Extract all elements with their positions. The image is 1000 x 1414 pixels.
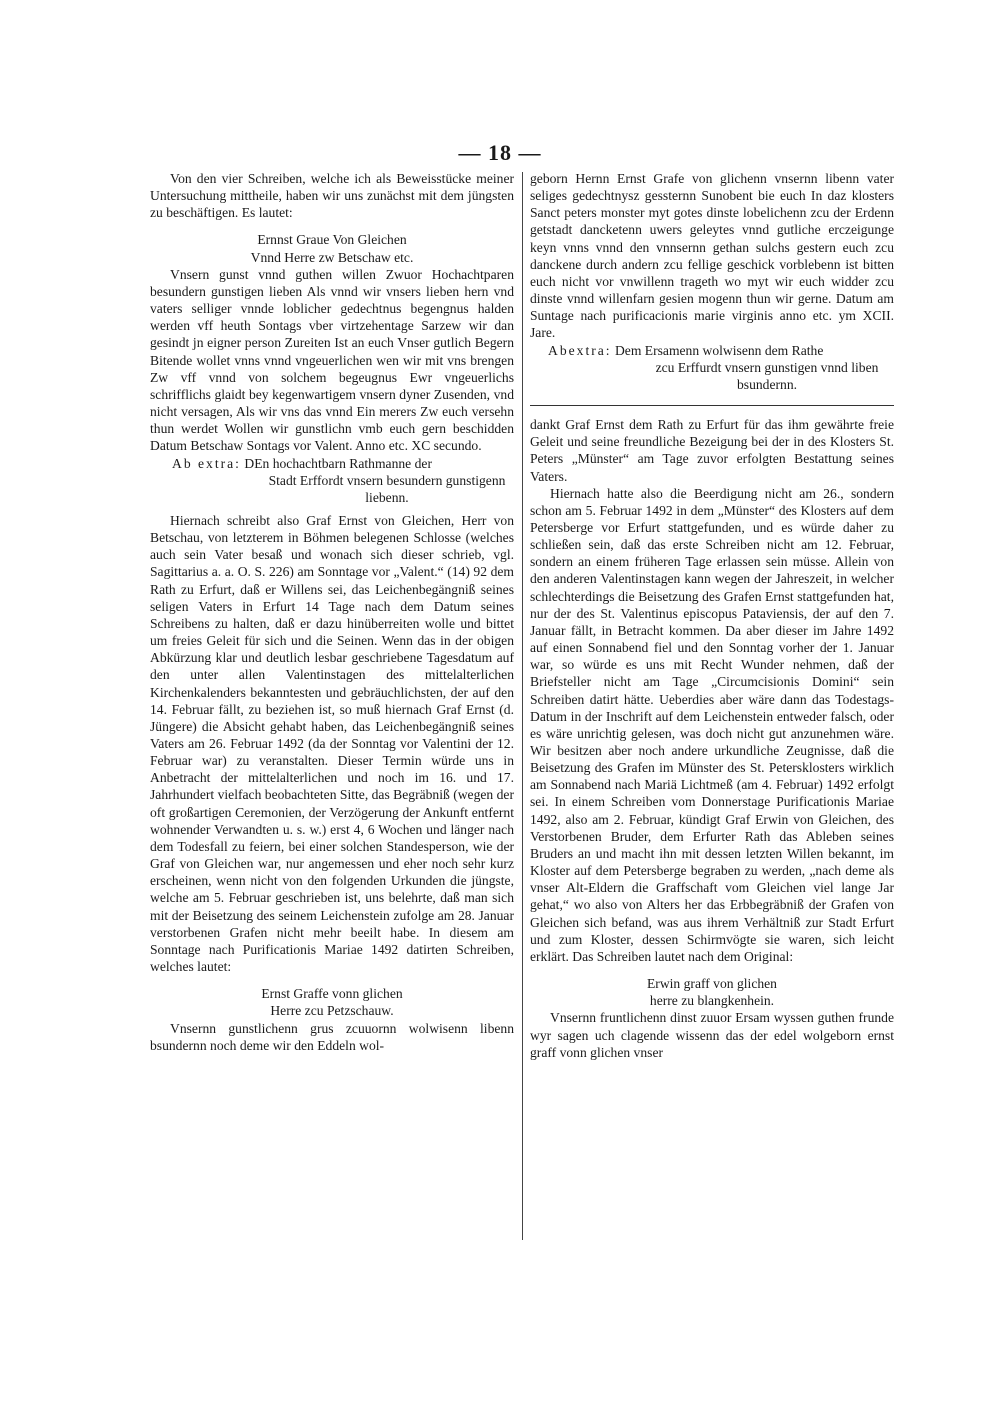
letter1-address [150,455,514,506]
section-rule [530,405,894,406]
page-number: — 18 — [458,140,542,165]
letter2-abextra-label: Abextra: [548,342,612,358]
right-discussion-paragraph: dankt Graf Ernst dem Rath zu Erfurt für das ihm gewährte freie Geleit und seine freundliche Bezeigung bei der in des Klosters St. Peters „Münster“ am Tage zuvor erfolgten Bestattung seines Vaters. [530,417,894,484]
letter1-abextra-label: Ab extra: [172,455,241,471]
letter2-heading-line2: Herre zcu Petzschauw. [270,1003,394,1019]
letter1-body: Vnsern gunst vnnd guthen willen Zwuor Hochachtparen besundern gunstigen lieben Als vnnd wir vnsers lieben hern vnd vaters selliger vnnde loblicher gedechtnus begengnus halden werden vff heuth Sontags vber virtzehentage Sarzew wir dan gesindt jn eigner person Zureiten Ist an euch Vnser gutlich Begern Bitende wollet vnns vnnd vngeuerlichen wen wir mit vns brengen Zw vff vnnd von solchem begeugnus Ewr vngeuerlichs schrifflichs glaidt bey kegenwartigem vnsern dyner Zusenden, vnd nicht versagen, Als wir vns das vnnd Ein merers Zw euch versehn thun werdet Wollen wir gunstlichn vmb euch gern beschidden Datum Betschaw Sontags vor Valent. Anno etc. XC secundo. [150,266,514,454]
letter1-heading-line1: Ernnst Graue Von Gleichen [257,232,407,248]
letter2-heading-line1: Ernst Graffe vonn glichen [261,986,403,1002]
letter3-heading-line1: Erwin graff von glichen [647,976,777,992]
discussion-paragraph: Hiernach schreibt also Graf Ernst von Gleichen, Herr von Betschau, von letzterem in Böhmen belegenen Schlosse (welches auch sein Vater besaß und wonach sich dieser schrieb, vgl. Sagittarius a. a. O. S. 226) am Sonntage vor „Valent.“ (14) 92 dem Rath zu Erfurt, daß er Willens sei, das Leichenbegängniß seines seligen Vaters in Erfurt 14 Tage nach dem Datum seines Schreibens zu halten, daß er dazu hinüberreiten wolle und bittet um freies Geleit für sich und die Seinen. Wenn das in der obigen Abkürzung klar und deutlich lesbar geschriebene Tagesdatum auf den unter allen Valentinstagen des mittelalterlichen Kirchenkalenders bekanntesten und gebräuchlichsten, der auf den 14. Februar fällt, zu beziehen ist, so muß hiernach Graf Ernst (d. Jüngere) die Absicht gehabt haben, das Leichenbegängniß seines Vaters am 26. Februar 1492 (da der Sonntag vor Valentini der 12. Februar war) zu veranstalten. Dieser Termin würde uns in Anbetracht der mittelalterlichen und noch im 16. und 17. Jahrhundert vielfach beobachteten Sitte, das Begräbniß (wegen der oft großartigen Ceremonien, der Verzögerung der Ankunft entfernt wohnender Verwandten u. s. w.) erst 4, 6 Wochen und länger nach dem Todesfall zu feiern, bei einer solchen Standesperson, wie der Graf von Gleichen war, nur angemessen und eher noch sehr kurz erscheinen, wenn nicht von den folgenden Urkunden die jüngste, welche am 5. Februar geschrieben ist, uns belehrte, daß man sich mit der Beisetzung des seinem Leichenstein zufolge am 28. Januar verstorbenen Grafen nicht mehr beeilt habe. In diesem am Sonntage nach Purificationis Mariae 1492 datirten Schreiben, welches lautet: [150,512,514,975]
letter2-body-continued: geborn Hernn Ernst Grafe von glichenn vnsernn libenn vater seliges gedechtnysz gessternn Sunobent bie euch In daz klosters Sanct peters monster myt gotes dinste lobelichenn zcu der Erdenn getstadt dancketenn uwers geleytes vnnd gutliche erczeigunge keyn vnns vnnd den vnnsernn gethan sulchs gestern euch zcu danckene durch andern zcu fellige geschick vorblebenn ist bitten euch nicht vor vnwillenn trageth wo myt wir euch widder zcu dinste vnnd willenfarn gesien mogenn thun wir gerne. Datum am Suntage nach purificacionis marie virginis anno etc. ym XCII. Jare. [530,171,894,341]
right-discussion-paragraph-2: Hiernach hatte also die Beerdigung nicht am 26., sondern schon am 5. Februar 1492 in dem „Münster“ des Klosters auf dem Petersberge vor Erfurt stattgefunden, und es würde daher zu schließen sein, daß das erste Schreiben nicht am 12. Februar, sondern an einem früheren Tage erlassen sein müsse. Allein von den anderen Valentinstagen kann wegen der Jahreszeit, in welcher schlechterdings die Beisetzung des Grafen Ernst stattgefunden hat, nur der des St. Valentinus episcopus Pataviensis, der auf den 7. Januar fällt, in Betracht kommen. Da aber dieser im Jahre 1492 auf einen Sonnabend fiel und den Sonntag vorher der 1. Januar war, so würde es uns mit Recht Wunder nehmen, daß der Briefsteller nicht am Tage „Circumcisionis Domini“ sein Schreiben datirt hätte. Ueberdies aber wäre dann das Todestags-Datum in der Inschrift auf dem Leichenstein entweder falsch, oder es wäre unrichtig gelesen, was doch nicht gut anzunehmen wäre. Wir besitzen aber noch andere urkundliche Zeugnisse, daß die Beisetzung des Grafen im Münster des St. Petersklosters wirklich am Sonnabend nach Mariä Lichtmeß (am 4. Februar) 1492 erfolgt sei. In einem Schreiben vom Donnerstage Purificationis Mariae 1492, also am 2. Februar, kündigt Graf Erwin von Gleichen, des Verstorbenen Bruder, dem Erfurter Rath das Ableben seines Bruders an und macht ihn mit dessen letzten Willen bekannt, im Kloster auf dem Petersberge begraben zu werden, „nach deme als vnser Alt-Eldern die Graffschaft vom Gleichen viel lange Jar gehat,“ wo also von Alters her das Erbbegräbniß der Grafen von Gleichen sich befand, was aus ihrem Verhältniß zur Stadt Erfurt und zum Kloster, dessen Schirmvögte sie waren, sich leicht erklärt. Das Schreiben lautet nach dem Original: [530,485,894,964]
letter2-address [530,342,894,393]
letter2-abextra-text: Dem Ersamenn wolwisenn dem Rathe [614,342,824,358]
letter1-heading-line2: Vnnd Herre zw Betschaw etc. [250,249,414,265]
letter2-abextra-cont: zcu Erffurdt vnsern gunstigen vnnd liben bsundernn. [655,359,879,392]
letter3-body: Vnsernn fruntlichenn dinst zuuor Ersam wyssen guthen frunde wyr sagen uch clagende wissenn das der edel wolgeborn ernst graff vonn glichen vnser [530,1010,894,1060]
left-column [150,170,514,1054]
right-column [530,170,894,1061]
letter1-abextra-cont: Stadt Erffordt vnsern besundern gunstigenn liebenn. [268,472,506,505]
column-divider [522,172,523,1240]
letter2-body-start: Vnsernn gunstlichenn grus zcuuornn wolwisenn libenn bsundernn noch deme wir den Eddeln wol- [150,1020,514,1053]
intro-paragraph: Von den vier Schreiben, welche ich als Beweisstücke meiner Untersuchung mittheile, haben wir uns zunächst mit dem jüngsten zu beschäftigen. Es lautet: [150,171,514,221]
letter1-abextra-text: DEn hochachtbarn Rathmanne der [244,455,432,471]
letter3-heading-line2: herre zu blangkenhein. [649,993,775,1009]
